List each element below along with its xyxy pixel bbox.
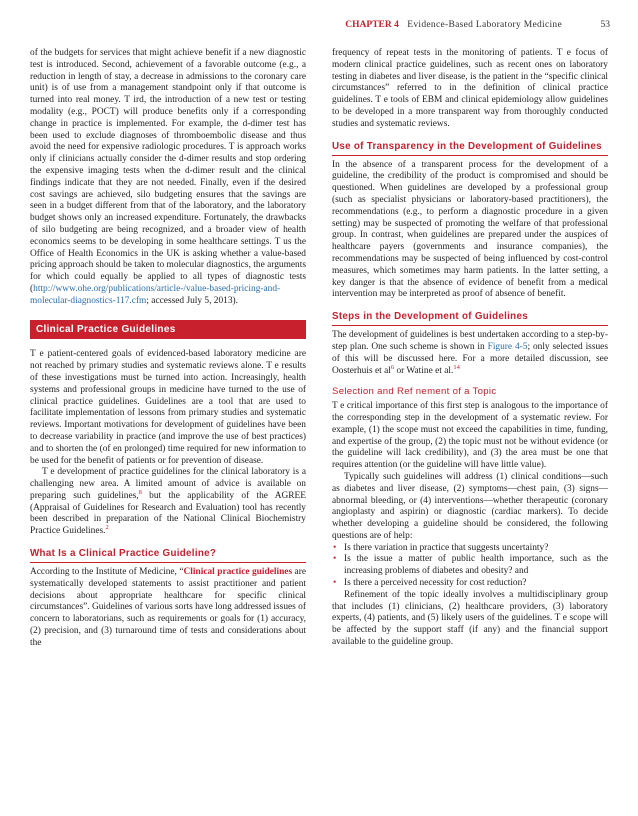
- right-paragraph-4: T e critical importance of this first step is analogous to the importance of the corresponding step in the development of a systematic review. For example, (1) the scope must not exceed the capabilities in time, funding, and expertise of the group, (2) the topic must not be without evidence (or the guideline will lack credibility), and (3) the area must be one that requires attention (or the guideline will have little value).: [332, 401, 608, 471]
- reference-2[interactable]: 2: [105, 524, 109, 532]
- left-paragraph-3: [30, 467, 306, 538]
- question-list: [332, 543, 608, 590]
- left-p3-text-b: but the applicability of the AGREE (Appraisal of Guidelines for Research and Evaluation) tool has recently been described in preparation of the National Clinical Biochemistry Practice Guidelines.: [30, 490, 306, 537]
- page-number: 53: [600, 20, 610, 30]
- right-p3-text-a: The development of guidelines is best undertaken according to a step-by-step plan. One such scheme is shown in: [332, 330, 608, 352]
- right-paragraph-5: Typically such guidelines will address (1) clinical conditions—such as diabetes and liver disease, (2) symptoms—chest pain, (3) signs—abnormal bleeding, or (4) interventions—whether therapeutic (coronary angioplasty and aspirin) or diagnostic (cardiac markers). To decide whether developing a guideline should be considered, the following questions are of help:: [332, 471, 608, 541]
- reference-6[interactable]: 6: [390, 363, 395, 371]
- reference-8[interactable]: 8: [138, 488, 142, 496]
- subheading-topic-selection: Selection and Ref nement of a Topic: [332, 386, 497, 398]
- list-item: • Is there a perceived necessity for cost reduction?: [332, 578, 608, 590]
- right-paragraph-6: Refinement of the topic ideally involves a multidisciplinary group that includes (1) clinicians, (2) healthcare providers, (3) laboratory experts, (4) patients, and (5) likely users of the guidelines. T e scope will be affected by the support staff (if any) and the financial support available to the guideline group.: [332, 589, 608, 648]
- left-p1-end: ; accessed July 5, 2013).: [146, 295, 239, 306]
- header-chapter: CHAPTER 4: [345, 20, 399, 30]
- section-heading-clinical-practice-guidelines: Clinical Practice Guidelines: [30, 320, 306, 340]
- left-paragraph-2: T e patient-centered goals of evidenced-based laboratory medicine are not reached by primary studies and systematic reviews alone. T e results of these investigations must be turned into action. Increasingly, health systems and professional groups in medicine have turned to the use of clinical practice guidelines. Guidelines are a tool that are used to facilitate implementation of lessons from primary studies and systematic reviews. Important motivations for development of guidelines have been to decrease variability in practice (and improve the use of best practices) and to shorten the (of en prolonged) time required for new information to be used for the benefit of patients or for prevention of disease.: [30, 349, 306, 466]
- ohe-article-link[interactable]: http://www.ohe.org/publications/article-/value-based-pricing-and-molecular-diagnostics-117.cfm: [30, 283, 281, 306]
- running-header: [32, 20, 610, 34]
- right-column: [332, 48, 608, 649]
- header-text: [345, 20, 568, 30]
- list-item: • Is the issue a matter of public health importance, such as the increasing problems of diabetes and obesity? and: [332, 554, 608, 578]
- left-p4-text-b: are systematically developed statements to assist practitioner and patient decisions about appropriate healthcare for specific clinical circumstances”. Guidelines of various sorts have long addressed issues of concern to laboratorians, such as requirements or goals for (1) accuracy, (2) precision, and (3) turnaround time of tests and considerations about the: [30, 567, 306, 648]
- header-title: Evidence-Based Laboratory Medicine: [407, 20, 562, 30]
- left-column: [30, 48, 306, 650]
- list-item: • Is there variation in practice that suggests uncertainty?: [332, 543, 608, 555]
- left-paragraph-1: [30, 48, 306, 308]
- subheading-steps: Steps in the Development of Guidelines: [332, 311, 608, 326]
- right-p3-text-b: ; only selected issues of this will be discussed here. For a more detailed discussion, see Oosterhuis et al: [332, 341, 608, 376]
- subheading-what-is-guideline: What Is a Clinical Practice Guideline?: [30, 548, 306, 563]
- right-paragraph-1: frequency of repeat tests in the monitoring of patients. T e focus of modern clinical practice guidelines, such as recent ones on laboratory testing in diabetes and liver disease, is the patient in the “specific clinical circumstances” referred to in the definition of clinical practice guidelines. T e tools of EBM and clinical epidemiology allow guidelines to be developed in a more transparent way from thoroughly conducted studies and systematic reviews.: [332, 48, 608, 129]
- left-p4-text-a: According to the Institute of Medicine, “: [30, 567, 184, 578]
- left-paragraph-4: [30, 567, 306, 650]
- right-p3-text-c: or Watine et al.: [394, 365, 454, 376]
- right-paragraph-3: [332, 330, 608, 377]
- subheading-transparency: Use of Transparency in the Development of Guidelines: [332, 141, 608, 156]
- left-p3-text-a: T e development of practice guidelines for the clinical laboratory is a challenging new area. A limited amount of advice is available on preparing such guidelines,: [30, 467, 306, 501]
- left-p1-text: of the budgets for services that might achieve benefit if a new diagnostic test is introduced. Second, achievement of a favorable outcome (e.g., a reduction in length of stay, a decrease in admissions to the coronary care unit) is of use from a management standpoint only if that outcome is turned into real money. T ird, the introduction of a new test or testing modality (e.g., POCT) will produce benefits only if a corresponding change in practice is implemented. For example, the d-dimer test has been used to exclude diagnoses of thromboembolic disease and thus avoid the need for expensive radiologic procedures. T is approach works only if clinicians actually consider the d-dimer results and stop ordering the expensive imaging tests when the d-dimer result and the clinical findings indicate that they are not needed. Finally, even if the desired cost savings are achieved, silo budgeting ensures that the savings are seen in a budget different from that of the laboratory, and the laboratory budget shows only an increased expenditure. Fortunately, the drawbacks of silo budgeting are being recognized, and a broader view of health economics seems to be developing in some healthcare settings. T us the Office of Health Economics in the UK is asking whether a value-based pricing approach should be taken to molecular diagnostics, the arguments for which could equally be applied to all types of diagnostic tests (: [30, 48, 306, 294]
- key-term-guidelines: Clinical practice guidelines: [183, 567, 293, 578]
- reference-14[interactable]: 14: [453, 363, 460, 371]
- right-paragraph-2: In the absence of a transparent process for the development of a guideline, the credibility of the product is compromised and should be questioned. When guidelines are developed by a professional group (such as specialist physicians or laboratory-based practitioners), the recommendations (e.g., to perform a diagnostic procedure in a given setting) may be suspected of promoting the welfare of that professional group. In contrast, when guidelines are prepared under the auspices of healthcare payers (governments and insurance companies), the recommendations may be suspected of being influenced by cost-control measures, which sometimes may harm patients. In the latter setting, a key danger is that the absence of evidence of benefit from a medical intervention may be interpreted as proof of absence of benefit.: [332, 159, 608, 300]
- figure-4-5-link[interactable]: Figure 4-5: [487, 341, 528, 352]
